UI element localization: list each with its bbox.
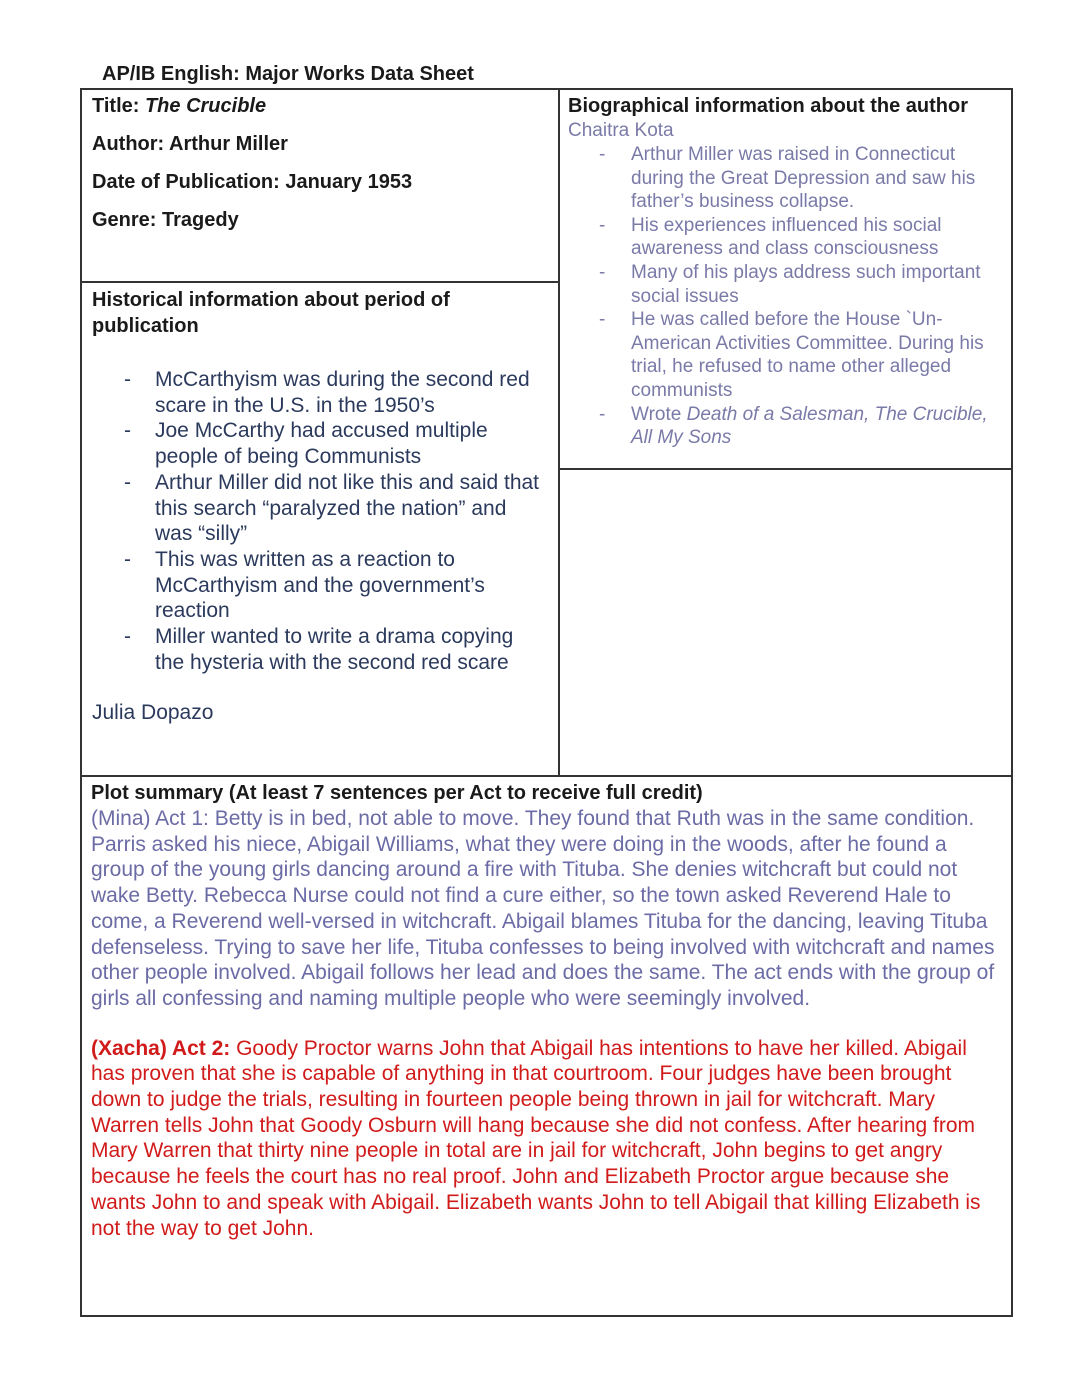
list-item: - Arthur Miller did not like this and said that this search “paralyzed the nation” and was “silly” <box>124 470 540 546</box>
historical-contributor: Julia Dopazo <box>92 701 214 725</box>
biographical-contributor: Chaitra Kota <box>568 120 674 141</box>
list-item: - Many of his plays address such important social issues <box>599 261 981 307</box>
works-list: Death of a Salesman, The Crucible, All My Sons <box>631 403 988 449</box>
plot-heading: Plot summary (At least 7 sentences per Act to receive full credit) <box>91 782 703 804</box>
title-value: The Crucible <box>144 95 267 117</box>
act-2-text: Goody Proctor warns John that Abigail has intentions to have her killed. Abigail has proven that she is capable of anything in that courtroom. Four judges have been brought down to judge the trials, resulting in fourteen people being thrown in jail for witchcraft. Mary Warren tells John that Goody Osburn will hang because she did not confess. After hearing from Mary Warren that thirty nine people in total are in jail for witchcraft, John begins to get angry because he feels the court has no real proof. John and Elizabeth Proctor argue because she wants John to and speak with Abigail. Elizabeth wants John to tell Abigail that killing Elizabeth is not the way to get John. <box>91 1036 981 1240</box>
act-1-summary: (Mina) Act 1: Betty is in bed, not able to move. They found that Ruth was in the same condition. Parris asked his niece, Abigail Williams, what they were doing in the woods, after he found a group of the young girls dancing around a fire with Tituba. She denies witchcraft but could not wake Betty. Rebecca Nurse could not find a cure either, so the town asked Reverend Hale to come, a Reverend well-versed in witchcraft. Abigail blames Tituba for the dancing, leaving Tituba defenseless. Trying to save her life, Tituba confesses to being involved with witchcraft and names other people involved. Abigail follows her lead and does the same. The act ends with the group of girls all confessing and naming multiple people who were seemingly involved. <box>91 807 995 1010</box>
plot-summary-cell <box>82 777 1013 1317</box>
historical-list <box>92 367 548 675</box>
list-item: - Wrote Death of a Salesman, The Crucible, All My Sons <box>599 403 988 449</box>
list-item: - Arthur Miller was raised in Connecticut during the Great Depression and saw his father’s business collapse. <box>599 144 976 213</box>
biographical-heading: Biographical information about the author <box>568 95 968 117</box>
historical-info-cell <box>82 283 558 775</box>
biographical-info-cell <box>560 90 1013 468</box>
list-item: - This was written as a reaction to McCarthyism and the government’s reaction <box>124 547 485 623</box>
list-item: - McCarthyism was during the second red scare in the U.S. in the 1950’s <box>124 368 530 417</box>
work-info-cell <box>82 90 558 281</box>
list-item: - Miller wanted to write a drama copying the hysteria with the second red scare <box>124 625 514 674</box>
list-item: - His experiences influenced his social awareness and class consciousness <box>599 214 942 260</box>
act-2-label: (Xacha) Act 2: <box>91 1036 237 1060</box>
historical-heading: Historical information about period of publication <box>92 289 450 337</box>
author-line: Author: Arthur Miller <box>92 133 288 155</box>
publication-date-line: Date of Publication: January 1953 <box>92 171 413 193</box>
title-label: Title: <box>92 95 145 117</box>
act-2-summary <box>91 1036 1004 1242</box>
genre-line: Genre: Tragedy <box>92 209 239 231</box>
title-line <box>92 94 548 118</box>
data-sheet-table <box>80 88 1013 1317</box>
list-item: - He was called before the House `Un-American Activities Committee. During his trial, he refused to name other alleged communists <box>599 309 984 401</box>
biographical-list <box>568 143 1005 450</box>
list-item: - Joe McCarthy had accused multiple people of being Communists <box>124 419 488 469</box>
empty-cell <box>560 470 1013 775</box>
document-title: AP/IB English: Major Works Data Sheet <box>102 63 474 85</box>
